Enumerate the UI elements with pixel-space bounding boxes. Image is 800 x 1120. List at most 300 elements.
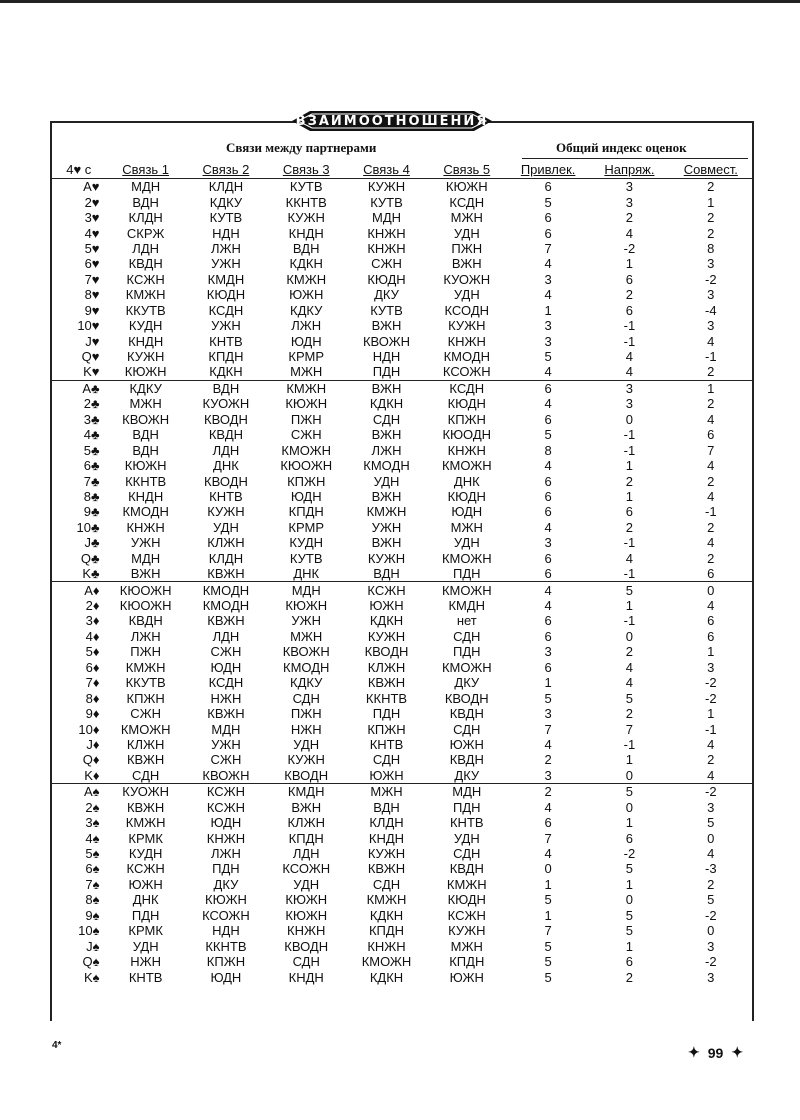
link-cell: КУОЖН [443,271,491,287]
link-cell: НЖН [130,954,162,970]
link-cell: КРМК [128,923,163,939]
score-cell: 2 [707,550,715,566]
table-row [52,303,752,318]
score-cell: -1 [623,333,636,349]
score-cell: 3 [589,380,669,396]
card-label: K♣ [82,566,100,582]
link-cell: КВДН [128,256,163,272]
card-label: J♦ [86,736,100,752]
link-cell: КДКН [369,396,404,412]
link-cell: КВДН [449,861,484,877]
card-label: 7♥ [84,271,100,287]
table-row [52,954,752,969]
card-label: Q♠ [82,954,100,970]
link-cell: КСЖН [186,784,266,800]
score-cell: 2 [544,752,552,768]
link-cell: ЛЖН [371,442,402,458]
score-cell: 6 [544,550,552,566]
link-cell: КМДН [448,598,486,614]
score-cell: 4 [544,846,552,862]
col-header-card: 4♥ с [52,160,106,179]
card-label: 2♠ [85,799,100,815]
link-cell: УЖН [211,736,241,752]
link-cell: ЮЖН [369,598,404,614]
link-cell: КУЖН [367,550,406,566]
link-cell: КНТВ [209,333,243,349]
score-cell: 6 [544,411,552,427]
table-row [52,380,752,396]
link-cell: ЮДН [290,333,322,349]
link-cell: ВЖН [371,488,402,504]
score-cell: 3 [544,271,552,287]
score-cell: 1 [707,644,715,660]
score-cell: 8 [544,442,552,458]
card-label: 10♥ [77,318,100,334]
score-cell: -1 [704,504,717,520]
link-cell: КМЖН [125,815,166,831]
score-cell: 6 [707,566,715,582]
score-cell: 2 [625,210,634,226]
link-cell: КМОДН [363,458,410,474]
link-cell: СДН [372,876,401,892]
score-cell: 2 [625,473,634,489]
page-number: 99 [707,1044,724,1061]
score-cell: 6 [625,830,634,846]
card-label: K♠ [83,969,100,985]
link-cell: КПЖН [126,690,165,706]
link-cell: КВОЖН [122,411,170,427]
score-cell: -1 [704,349,717,365]
score-cell: 0 [544,861,552,877]
link-cell: КВОДН [284,938,329,954]
table-row [52,861,752,876]
link-cell: ЛДН [212,442,240,458]
score-cell: 1 [544,675,552,691]
link-cell: УЖН [211,318,241,334]
score-cell: 6 [544,613,552,629]
link-cell: КНЖН [367,938,406,954]
link-cell: КМЖН [125,287,166,303]
score-cell: 8 [707,240,715,256]
score-cell: -2 [623,846,636,862]
link-cell: ЛДН [212,628,240,644]
score-cell: -1 [623,318,636,334]
link-cell: ДКУ [374,287,399,303]
score-cell: 6 [544,628,552,644]
link-cell: КСЖН [346,582,426,598]
link-cell: КЛЖН [367,659,406,675]
score-cell: 5 [544,954,552,970]
score-cell: 3 [544,318,552,334]
link-cell: ПЖН [290,706,322,722]
score-cell: 0 [625,628,634,644]
link-cell: КЛЖН [126,736,165,752]
link-cell: ВДН [132,194,159,210]
card-label: 4♥ [84,225,100,241]
link-cell: КНЖН [367,240,406,256]
score-cell: 4 [625,225,634,241]
link-cell: КПДН [208,349,244,365]
link-cell: КДКУ [209,194,243,210]
link-cell: КПЖН [287,473,326,489]
score-cell: 2 [707,876,715,892]
score-cell: 1 [544,876,552,892]
score-cell: -1 [623,427,636,443]
link-cell: ЛДН [132,240,160,256]
link-cell: УДН [132,938,159,954]
table-row [52,690,752,705]
column-header-row [52,160,752,179]
score-cell: 0 [625,799,634,815]
card-label: Q♥ [81,349,100,365]
link-cell: КУТВ [370,194,403,210]
link-cell: КЮЖН [124,458,167,474]
score-cell: 1 [625,876,634,892]
card-label: 7♠ [85,876,100,892]
link-cell: КНЖН [206,830,246,846]
table-row [52,908,752,923]
table-row [52,938,752,953]
table-row [52,179,752,195]
link-cell: ККУТВ [125,302,166,318]
link-cell: СКРЖ [126,225,165,241]
table-row [52,784,752,800]
link-cell: ПДН [453,644,481,660]
link-cell: ПДН [372,364,401,380]
link-cell: КВЖН [367,675,406,691]
section-banner [290,108,494,134]
score-cell: 0 [625,767,634,783]
link-cell: ККНТВ [205,938,247,954]
card-label: 8♠ [85,892,100,908]
table-row [52,675,752,690]
link-cell: ПДН [212,861,240,877]
link-cell: СЖН [290,427,322,443]
score-cell: 4 [625,364,634,380]
score-cell: 6 [507,380,589,396]
link-cell: ЮДН [451,504,483,520]
table-row [52,613,752,628]
link-cell: КПДН [288,830,324,846]
score-cell: 2 [707,225,715,241]
score-cell: 2 [707,519,715,535]
score-cell: 4 [707,411,715,427]
link-cell: ЛДН [292,846,320,862]
link-cell: ДНК [293,566,320,582]
signature-mark: 4* [52,1040,62,1051]
link-cell: ДНК [453,473,480,489]
card-label: 10♣ [76,519,100,535]
card-label: Q♣ [80,550,100,566]
score-cell: 4 [507,582,589,598]
link-cell: КЛЖН [287,815,325,831]
link-cell: КМЖН [125,659,166,675]
card-label: 9♥ [84,302,100,318]
score-cell: 1 [707,706,715,722]
card-label: 3♠ [85,815,100,831]
score-cell: 4 [707,488,715,504]
link-cell: КУЖН [287,752,325,768]
link-cell: УЖН [211,256,241,272]
link-cell: УЖН [291,613,322,629]
score-cell: -2 [704,954,717,970]
link-cell: ЮДН [210,815,242,831]
link-cell: КЛЖН [207,535,245,551]
score-cell: 3 [707,256,715,272]
link-cell: КЛДН [369,815,404,831]
card-label: 2♦ [85,598,100,614]
link-cell: ЛЖН [291,318,322,334]
link-cell: КВЖН [126,752,165,768]
link-cell: КЮОЖН [119,598,172,614]
link-cell: КЮЖН [427,179,507,195]
link-cell: МДН [106,179,186,195]
link-cell: КСЖН [447,907,486,923]
score-cell: 4 [544,598,552,614]
score-cell: 5 [589,784,669,800]
link-cell: КЮОЖН [280,458,333,474]
link-cell: КУЖН [126,349,165,365]
link-cell: КУЖН [346,179,426,195]
link-cell: КУЖН [367,846,406,862]
table-row [52,412,752,427]
link-cell: КМОДН [186,582,266,598]
link-cell: МДН [131,550,161,566]
link-cell: КНДН [128,333,164,349]
table-row [52,256,752,271]
score-cell: 1 [670,380,752,396]
score-cell: 4 [625,349,634,365]
link-cell: НЖН [210,690,242,706]
link-cell: СДН [132,767,160,783]
score-cell: 3 [707,659,715,675]
link-cell: КВДН [449,706,484,722]
link-cell: ЮЖН [289,287,324,303]
link-cell: СДН [372,752,401,768]
score-cell: 6 [625,271,634,287]
link-cell: КНЖН [287,923,326,939]
link-cell: НЖН [290,721,322,737]
score-cell: 5 [544,349,552,365]
link-cell: КМОДН [122,504,169,520]
score-cell: -1 [704,721,717,737]
score-cell: 5 [707,892,715,908]
link-cell: КУОЖН [202,396,250,412]
score-cell: 6 [544,488,552,504]
link-cell: КЮЖН [285,598,328,614]
score-cell: 2 [625,287,634,303]
link-cell: УЖН [130,535,161,551]
link-cell: КМЖН [266,380,346,396]
link-cell: КДКУ [290,675,323,691]
link-cell: СДН [453,846,481,862]
link-cell: ВЖН [130,566,161,582]
link-cell: КМДН [266,784,346,800]
link-cell: МДН [427,784,507,800]
link-cell: ВЖН [371,427,402,443]
link-cell: ЛЖН [210,846,241,862]
card-label: 6♣ [83,458,100,474]
link-cell: КЛДН [186,179,266,195]
score-cell: 4 [707,846,715,862]
col-header-compatibility: Совмест. [670,160,752,179]
link-cell: КПЖН [447,411,486,427]
table-row [52,969,752,984]
link-cell: НДН [212,923,240,939]
table-row [52,458,752,473]
score-cell: -1 [623,442,636,458]
link-cell: ЮЖН [449,969,484,985]
score-cell: 1 [625,488,634,504]
card-label: 3♣ [83,411,100,427]
link-cell: ВДН [373,566,400,582]
link-cell: ЛЖН [130,628,161,644]
score-cell: 6 [625,954,634,970]
score-cell: -2 [623,240,636,256]
link-cell: СЖН [210,644,242,660]
link-cell: КПДН [368,923,405,939]
link-cell: МДН [266,582,346,598]
table-row [52,241,752,256]
score-cell: 2 [707,396,715,412]
card-label: K♦ [84,767,100,783]
score-cell: 7 [544,923,552,939]
link-cell: ЛЖН [210,240,241,256]
link-cell: КМЖН [446,876,487,892]
score-cell: 3 [707,318,715,334]
link-cell: КНЖН [367,225,406,241]
link-cell: КРМР [288,349,325,365]
card-label: 10♦ [78,721,100,737]
col-header-attraction: Привлек. [507,160,589,179]
score-cell: 4 [544,396,552,412]
table-row [52,830,752,845]
link-cell: УДН [453,535,480,551]
score-cell: 4 [544,364,552,380]
link-cell: УДН [373,473,400,489]
link-cell: КВЖН [367,861,406,877]
link-cell: КСЖН [126,861,165,877]
link-cell: КНДН [128,488,164,504]
card-label: 6♠ [85,861,100,877]
col-header-link-5: Связь 5 [427,160,507,179]
score-cell: 3 [625,396,634,412]
link-cell: ДНК [213,458,239,474]
link-cell: УДН [293,736,320,752]
table-row [52,318,752,333]
score-cell: 4 [544,736,552,752]
link-cell: КУЖН [207,504,245,520]
link-cell: ККУТВ [125,675,166,691]
score-cell: 4 [625,550,634,566]
card-label: J♠ [86,938,100,954]
score-cell: 6 [707,628,715,644]
link-cell: КСДН [208,302,244,318]
card-label: 5♣ [83,442,100,458]
link-cell: КДКУ [106,380,186,396]
link-cell: КЮЖН [285,396,328,412]
link-cell: КВОДН [284,767,329,783]
table-row [52,272,752,287]
table-row [52,473,752,488]
table-row [52,225,752,240]
link-cell: КЮДН [447,396,486,412]
link-cell: УДН [453,225,480,241]
card-label: 10♠ [78,923,100,939]
score-cell: 2 [625,969,634,985]
link-cell: КРМР [288,519,325,535]
score-cell: 1 [625,815,634,831]
link-cell: КВОДН [204,411,248,427]
link-cell: КУОЖН [106,784,186,800]
score-cell: 4 [544,799,552,815]
card-label: 3♥ [84,210,100,226]
link-cell: КМЖН [286,271,327,287]
col-header-tension: Напряж. [589,160,669,179]
link-cell: КУТВ [289,550,323,566]
score-cell: 5 [625,690,634,706]
link-cell: ВДН [373,799,400,815]
card-label: 8♥ [84,287,100,303]
score-cell: 2 [625,706,634,722]
score-cell: 5 [544,690,552,706]
table-row [52,566,752,582]
link-cell: ККНТВ [285,194,327,210]
score-cell: 6 [707,613,715,629]
score-cell: 5 [625,923,634,939]
link-cell: СЖН [130,706,162,722]
link-cell: КСДН [449,194,485,210]
card-label: 7♣ [83,473,100,489]
link-cell: КУТВ [370,302,403,318]
score-cell: 1 [625,938,634,954]
score-cell: 3 [544,535,552,551]
link-cell: МЖН [450,938,483,954]
table-row [52,520,752,535]
table-row [52,551,752,566]
card-label: 9♦ [85,706,100,722]
card-label: 7♦ [85,675,100,691]
score-cell: 3 [707,799,715,815]
score-cell: 6 [625,504,634,520]
link-cell: КДКН [209,364,243,380]
link-cell: ВЖН [451,256,482,272]
link-cell: КЮДН [206,287,246,303]
card-label: Q♦ [82,752,100,768]
score-cell: 1 [625,458,634,474]
link-cell: КВОДН [444,690,489,706]
score-cell: 4 [707,767,715,783]
link-cell: КДКН [369,613,404,629]
link-cell: КВДН [208,427,244,443]
link-cell: КМЖН [366,504,407,520]
link-cell: ККНТВ [365,690,408,706]
link-cell: ККНТВ [125,473,167,489]
group-header-links: Связи между партнерами [226,140,377,155]
table-row [52,349,752,364]
link-cell: КСОЖН [282,861,331,877]
link-cell: КЛДН [208,550,244,566]
link-cell: ЮДН [290,488,322,504]
score-cell: 5 [625,861,634,877]
card-label: K♥ [83,364,100,380]
link-cell: СДН [292,690,320,706]
link-cell: КВДН [128,613,163,629]
score-cell: 4 [707,458,715,474]
score-cell: 4 [707,736,715,752]
score-cell: 3 [707,969,715,985]
link-cell: КПДН [449,954,485,970]
